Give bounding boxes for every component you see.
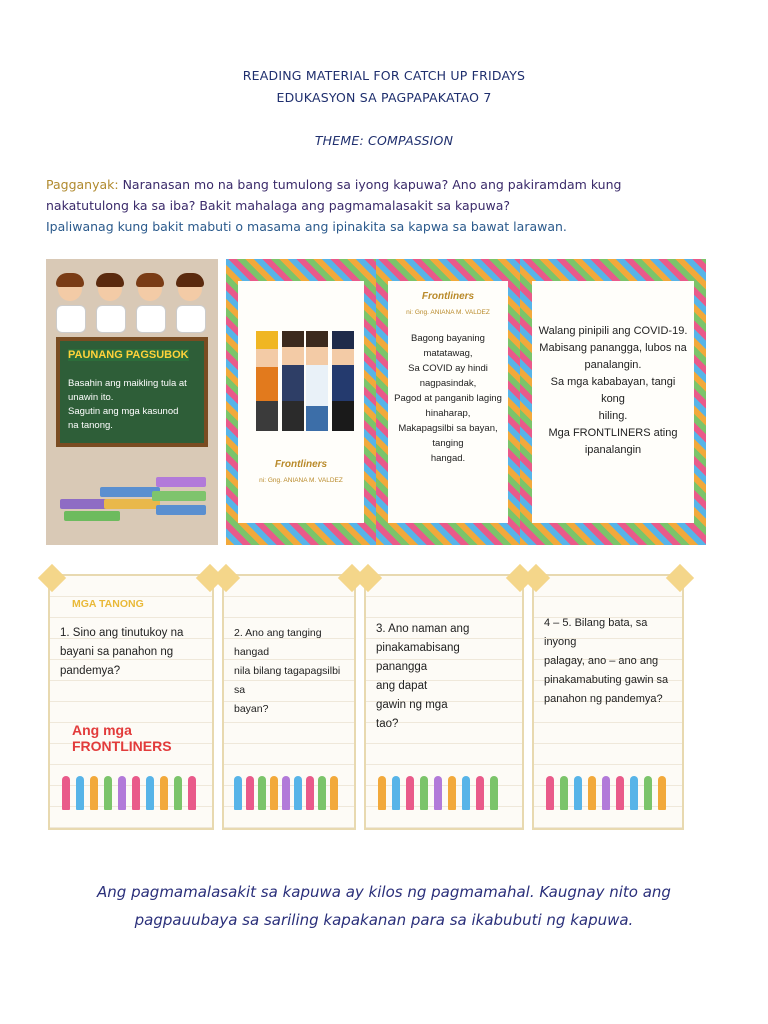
answer-1: Ang mga FRONTLINERS — [72, 722, 172, 754]
poem-frame-3 — [520, 259, 706, 545]
worker-figure — [306, 331, 328, 431]
intro-question-a: Naranasan mo na bang tumulong sa iyong kapuwa? Ano ang pakiramdam kung — [118, 177, 622, 192]
poem-frame-2 — [376, 259, 520, 545]
children-illustration — [544, 768, 672, 810]
question-1: 1. Sino ang tinutukoy na bayani sa panahon ng pandemya? — [60, 627, 184, 677]
children-illustration — [234, 768, 344, 810]
document-title: READING MATERIAL FOR CATCH UP FRIDAYS — [242, 68, 526, 83]
poem-stanza-2: Walang pinipili ang COVID-19. Mabisang panangga, lubos na panalangin. Sa mga kababayan, tangi kong hiling. Mga FRONTLINERS ating ipanalangin — [538, 325, 688, 456]
poem-frame-1 — [226, 259, 376, 545]
paunang-pagsubok-image — [46, 259, 218, 545]
worker-figure — [256, 331, 278, 431]
worker-figure — [282, 331, 304, 431]
child-figure — [134, 271, 166, 333]
intro-paragraph — [46, 174, 736, 237]
board-text: Basahin ang maikling tula at unawin ito. Sagutin ang mga kasunod na tanong. — [68, 378, 187, 431]
question-card-2 — [222, 574, 356, 830]
poem-stanza-1: Bagong bayaning matatawag, Sa COVID ay hindi nagpasindak, Pagod at panganib laging hinaharap, Makapagsilbi sa bayan, tanging hangad. — [394, 333, 502, 464]
intro-instruction: Ipaliwanag kung bakit mabuti o masama ang ipinakita sa kapwa sa bawat larawan. — [46, 219, 567, 234]
child-figure — [54, 271, 86, 333]
frontliners-poem-image — [226, 259, 706, 545]
question-card-4 — [532, 574, 684, 830]
poem-title: Frontliners — [274, 459, 328, 470]
worker-figure — [332, 331, 354, 431]
child-figure — [174, 271, 206, 333]
document-subtitle: EDUKASYON SA PAGPAPAKATAO 7 — [276, 90, 492, 105]
document-theme: THEME: COMPASSION — [314, 133, 454, 148]
intro-label: Pagganyak: — [46, 177, 119, 192]
question-4-5: 4 – 5. Bilang bata, sa inyong palagay, ano – ano ang pinakamabuting gawin sa panahon ng pandemya? — [544, 617, 669, 705]
question-3: 3. Ano naman ang pinakamabisang panangga ang dapat gawin ng mga tao? — [376, 623, 470, 730]
children-illustration — [376, 768, 512, 810]
children-illustration — [60, 768, 202, 810]
question-2: 2. Ano ang tanging hangad nila bilang tagapagsilbi sa bayan? — [234, 627, 341, 715]
poem-title: Frontliners — [421, 291, 475, 302]
intro-question-b: nakatutulong ka sa iba? Bakit mahalaga ang pagmamalasakit sa kapuwa? — [46, 198, 511, 213]
closing-statement: Ang pagmamalasakit sa kapuwa ay kilos ng pagmamahal. Kaugnay nito ang pagpauubaya sa sariling kapakanan para sa ikabubuti ng kapuwa. — [97, 883, 671, 929]
question-card-1 — [48, 574, 214, 830]
card-title: MGA TANONG — [72, 598, 144, 610]
poem-author: ni: Gng. ANIANA M. VALDEZ — [406, 309, 490, 316]
chalkboard — [56, 337, 208, 447]
poem-author: ni: Gng. ANIANA M. VALDEZ — [259, 477, 343, 484]
board-title: PAUNANG PAGSUBOK — [68, 349, 189, 361]
child-figure — [94, 271, 126, 333]
question-card-3 — [364, 574, 524, 830]
books-illustration — [60, 469, 210, 529]
